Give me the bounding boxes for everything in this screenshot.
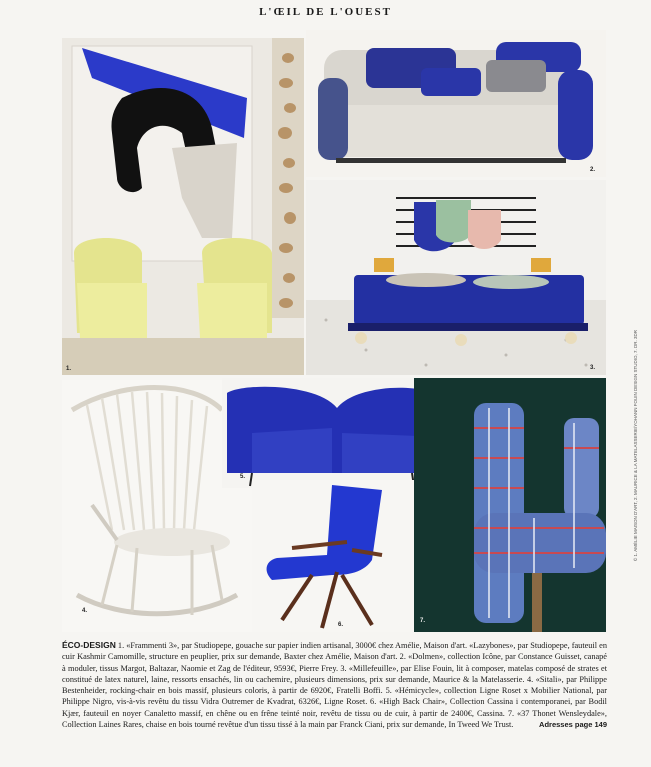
photo-number: 1.	[66, 366, 72, 372]
photo-number: 2.	[590, 167, 596, 173]
photo-3	[306, 180, 606, 375]
photo-1-illustration	[62, 38, 304, 375]
caption-lead: ÉCO-DESIGN	[62, 640, 116, 650]
photo-5	[222, 378, 444, 488]
address-reference: Adresses page 149	[539, 720, 607, 730]
photo-2	[306, 30, 606, 177]
photo-6-illustration	[252, 480, 417, 632]
photo-7	[414, 378, 606, 632]
photo-2-illustration	[306, 30, 606, 177]
photo-number: 5.	[240, 474, 246, 480]
page-title: L'ŒIL DE L'OUEST	[259, 6, 392, 18]
photo-credits: © 1. AMÉLIE MAISON D'ART, 2. MAURICE & LA MATELASSERIE/YOHANN FOUIN DESIGN STUDIO, 7. DR. 3DR	[633, 330, 638, 562]
photo-number: 3.	[590, 365, 596, 371]
caption-text: 1. «Frammenti 3», par Studiopepe, gouache sur papier indien artisanal, 3000€ chez Amélie, Maison d'art. «Lazybones», par Studiopepe, fauteuil en cuir Kashmir Camomille, structure en peuplier, prix sur demande, Baxter chez Amélie, Maison d'art. 2. «Dolmen», collection Icône, par Constance Guisset, canapé à moduler, tissus Margot, Baltazar, Naomie et Zag de l'éditeur, 9593€, Pierre Frey. 3. «Millefeuille», par Elise Fouin, lit à composer, matelas composé de strates et constitué de latex naturel, laine, ressorts ensachés, lin ou cachemire, plusieurs dimensions, prix sur demande, Maurice & la Matelasserie. 4. «Sitali», par Philippe Bestenheider, rocking-chair en bois massif, plusieurs coloris, à partir de 6920€, Fratelli Boffi. 5. «Hémicycle», collection Ligne Roset x Mobilier National, par Philippe Nigro, vis-à-vis revêtu du tissu Vidra Outremer de Kvadrat, 6326€, Ligne Roset. 6. «High Back Chair», Collection Cassina i contemporanei, par Bodil Kjær, fauteuil en noyer Canaletto massif, en chêne ou en frêne teinté noir, revêtu de tissu ou de cuir, à partir de 2400€, Cassina. 7. «37 Thonet Wensleydale», Collection Laines Rares, chaise en bois tourné revêtue d'un tissu tissé à la main par Franck Ciani, prix sur demande, In Tweed We Trust.	[62, 641, 607, 730]
photo-7-illustration	[414, 378, 606, 632]
photo-5-illustration	[222, 378, 444, 488]
photo-6	[252, 480, 417, 632]
photo-number: 6.	[338, 622, 344, 628]
photo-3-illustration	[306, 180, 606, 375]
photo-number: 7.	[420, 618, 426, 624]
photo-number: 4.	[82, 608, 88, 614]
caption-block	[62, 640, 607, 730]
photo-1	[62, 38, 304, 375]
